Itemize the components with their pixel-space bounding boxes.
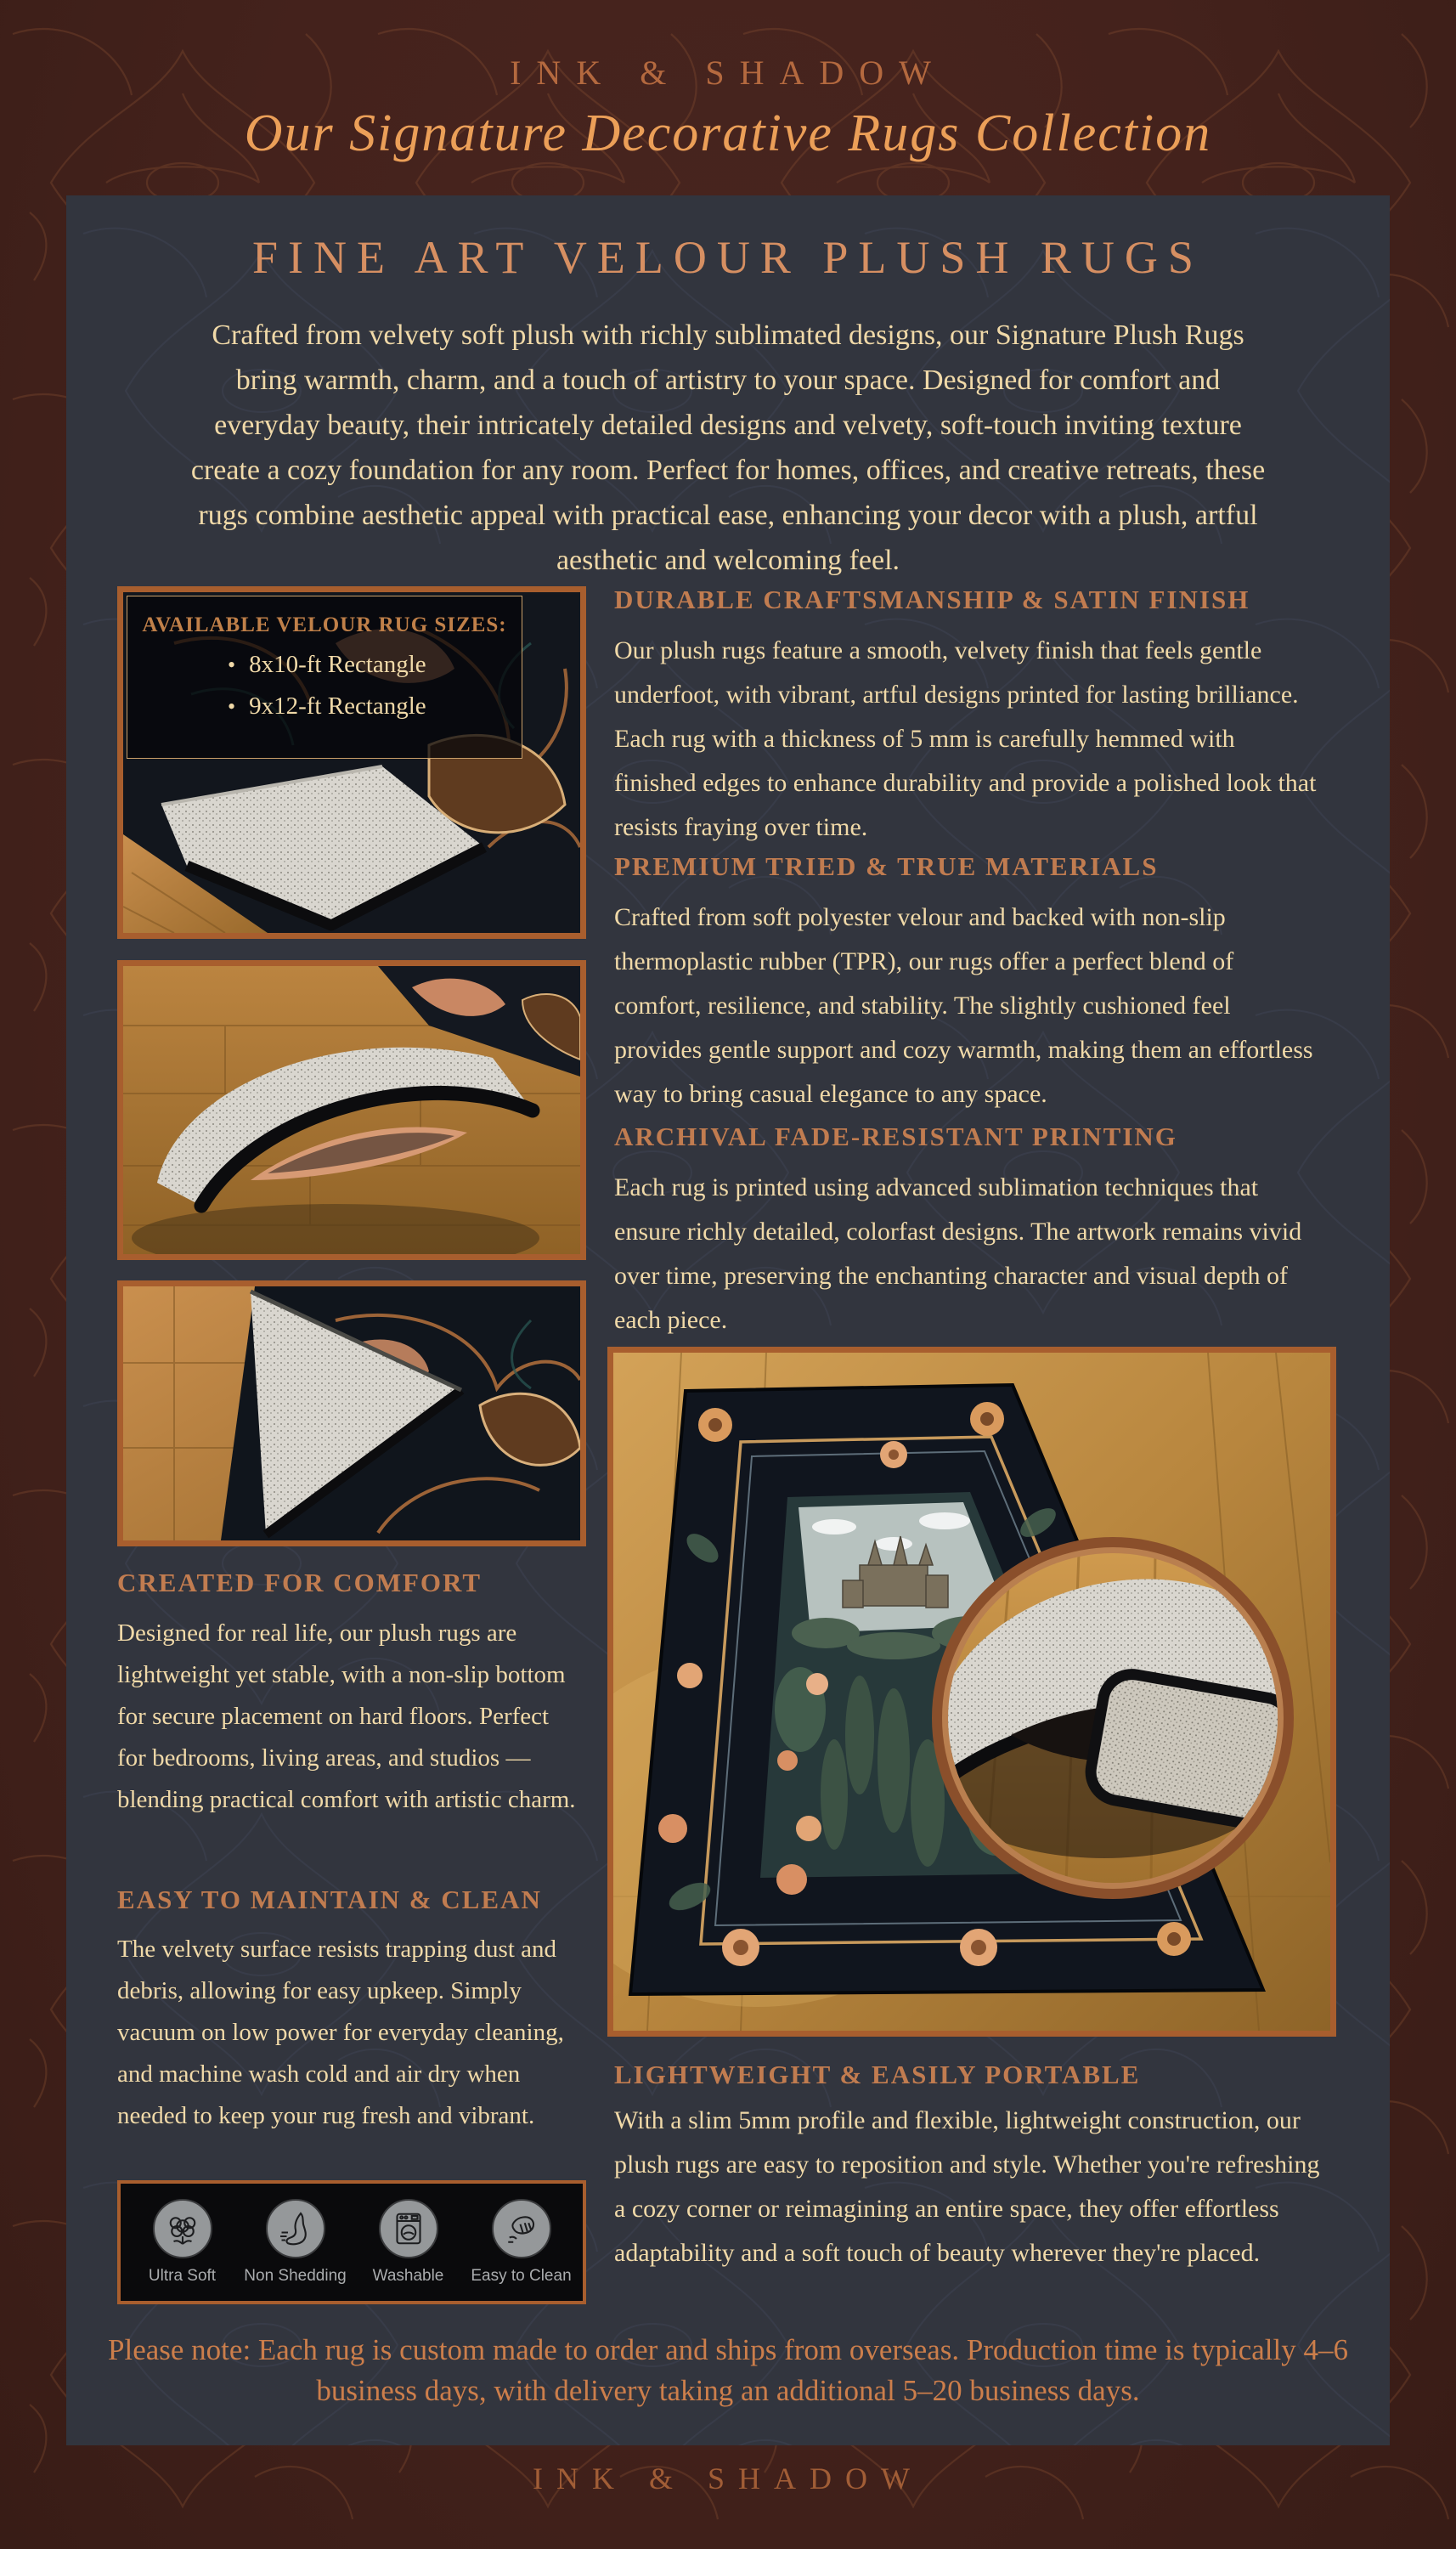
feature-label: Washable — [372, 2267, 444, 2285]
section-heading-printing: ARCHIVAL FADE-RESISTANT PRINTING — [614, 1122, 1177, 1151]
section-heading-portable: LIGHTWEIGHT & EASILY PORTABLE — [614, 2060, 1141, 2089]
section-heading-materials: PREMIUM TRIED & TRUE MATERIALS — [614, 851, 1159, 881]
collection-script-subtitle: Our Signature Decorative Rugs Collection — [244, 105, 1212, 162]
rug-corner-photo-3 — [117, 1280, 586, 1546]
section-body-printing: Each rug is printed using advanced sublimation techniques that ensure richly detailed, colorfast designs. The artwork remains vivid over time, preserving the enchanting character and visual depth of each piece. — [614, 1173, 1302, 1334]
hand-wipe-icon — [492, 2199, 551, 2258]
sizes-heading: AVAILABLE VELOUR RUG SIZES: — [142, 613, 507, 636]
section-heading-durable: DURABLE CRAFTSMANSHIP & SATIN FINISH — [614, 585, 1250, 614]
feature-non-shedding — [242, 2199, 349, 2286]
rug-corner-photo-1 — [117, 586, 586, 939]
feature-washable — [355, 2199, 462, 2286]
production-note: Please note: Each rug is custom made to order and ships from overseas. Production time is typically 4–6 business days, with delivery taking an additional 5–20 business days. — [108, 2333, 1348, 2407]
page-title: FINE ART VELOUR PLUSH RUGS — [252, 232, 1204, 283]
feature-ultra-soft — [129, 2199, 236, 2286]
brand-logo-top: INK & SHADOW — [510, 54, 946, 92]
feature-icons-strip — [117, 2180, 586, 2304]
bullet-icon: • — [228, 693, 236, 719]
feature-label: Easy to Clean — [471, 2267, 572, 2285]
tapestry-rug-photo — [607, 1347, 1336, 2037]
feature-label: Ultra Soft — [148, 2267, 217, 2285]
cotton-icon — [153, 2199, 212, 2258]
feature-label: Non Shedding — [244, 2267, 347, 2285]
rug-corner-photo-2 — [117, 960, 586, 1260]
section-heading-comfort: CREATED FOR COMFORT — [117, 1568, 482, 1597]
intro-paragraph: Crafted from velvety soft plush with richly sublimated designs, our Signature Plush Rugs bring warmth, charm, and a touch of artistry to your space. Designed for comfort and everyday beauty, their intricately detailed designs and velvety, soft-touch inviting texture create a cozy foundation for any room. Perfect for homes, offices, and creative retreats, these rugs combine aesthetic appeal with practical ease, enhancing your decor with a plush, artful aesthetic and welcoming feel. — [190, 319, 1266, 576]
brand-logo-bottom: INK & SHADOW — [533, 2461, 923, 2495]
section-body-portable: With a slim 5mm profile and flexible, lightweight construction, our plush rugs are easy to reposition and style. Whether you're refreshing a cozy corner or reimagining an entire space, they offer effortless adaptability and a soft touch of beauty wherever they're placed. — [614, 2106, 1320, 2267]
size-label: 8x10-ft Rectangle — [249, 651, 426, 678]
section-body-materials: Crafted from soft polyester velour and backed with non-slip thermoplastic rubber (TPR), our rugs offer a perfect blend of comfort, resilience, and stability. The slightly cushioned feel provides gentle support and cozy warmth, making them an effortless way to bring casual elegance to any space. — [614, 903, 1313, 1108]
washing-machine-icon — [379, 2199, 438, 2258]
section-body-comfort: Designed for real life, our plush rugs are lightweight yet stable, with a non-slip bottom for secure placement on hard floors. Perfect for bedrooms, living areas, and studios — blending practical comfort with artistic charm. — [117, 1619, 576, 1813]
bullet-icon: • — [228, 652, 236, 677]
section-heading-clean: EASY TO MAINTAIN & CLEAN — [117, 1885, 542, 1914]
section-body-clean: The velvety surface resists trapping dust and debris, allowing for easy upkeep. Simply vacuum on low power for everyday cleaning, and machine wash cold and air dry when needed to keep your rug fresh and vibrant. — [117, 1936, 564, 2129]
size-label: 9x12-ft Rectangle — [249, 692, 426, 720]
section-body-durable: Our plush rugs feature a smooth, velvety finish that feels gentle underfoot, with vibrant, artful designs printed for lasting brilliance. Each rug with a thickness of 5 mm is carefully hemmed with finished edges to enhance durability and provide a polished look that resists fraying over time. — [614, 636, 1317, 841]
size-item — [228, 651, 522, 679]
foot-icon — [266, 2199, 325, 2258]
size-item — [228, 692, 522, 721]
feature-easy-clean — [468, 2199, 575, 2286]
sizes-overlay-box — [127, 596, 522, 759]
